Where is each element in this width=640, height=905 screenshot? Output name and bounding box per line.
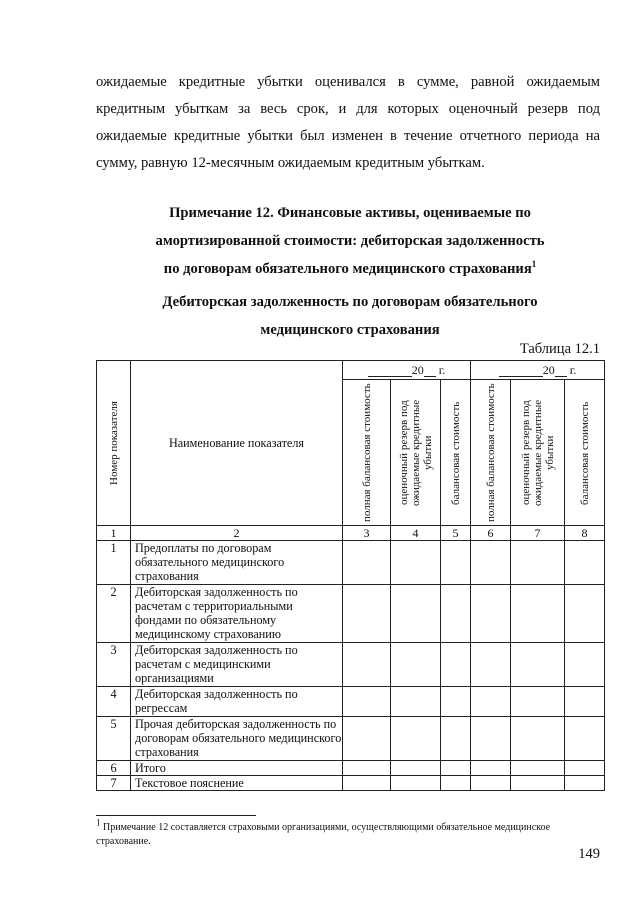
column-number: 3 (343, 526, 391, 541)
row-name: Предоплаты по договорам обязательного медицинского страхования (131, 541, 343, 585)
row-name: Дебиторская задолженность по регрессам (131, 687, 343, 717)
subcol-text: полная балансовая стоимость (484, 383, 497, 522)
value-cell (565, 541, 605, 585)
value-cell (511, 717, 565, 761)
value-cell (343, 643, 391, 687)
value-cell (343, 687, 391, 717)
table-row (97, 761, 605, 776)
column-number: 4 (391, 526, 441, 541)
intro-paragraph (96, 69, 600, 177)
subcol-net-2 (565, 380, 605, 526)
period-suffix: г. (569, 363, 577, 377)
value-cell (441, 643, 471, 687)
name-col-header (131, 361, 343, 526)
page-number: 149 (578, 846, 600, 862)
row-number: 6 (97, 761, 131, 776)
period-header-1 (343, 361, 471, 380)
value-cell (471, 643, 511, 687)
row-number: 2 (97, 585, 131, 643)
value-cell (391, 776, 441, 791)
value-cell (391, 717, 441, 761)
heading-line-text: по договорам обязательного медицинского страхования (163, 261, 532, 277)
row-name: Дебиторская задолженность по расчетам с медицинскими организациями (131, 643, 343, 687)
value-cell (343, 776, 391, 791)
note-heading (80, 199, 620, 283)
value-cell (343, 541, 391, 585)
value-cell (441, 717, 471, 761)
value-cell (471, 541, 511, 585)
value-cell (511, 541, 565, 585)
row-name: Дебиторская задолженность по расчетам с территориальными фондами по обязательному медицинскому страхованию (131, 585, 343, 643)
column-number: 5 (441, 526, 471, 541)
table-row (97, 585, 605, 643)
value-cell (343, 717, 391, 761)
value-cell (441, 687, 471, 717)
subcol-allowance-1 (391, 380, 441, 526)
column-number: 6 (471, 526, 511, 541)
value-cell (441, 761, 471, 776)
row-name: Текстовое пояснение (131, 776, 343, 791)
paragraph-line: ожидаемые кредитные убытки оценивался в сумме, равной ожидаемым (96, 74, 600, 90)
period-prefix: 20 (542, 363, 555, 377)
value-cell (343, 761, 391, 776)
value-cell (511, 776, 565, 791)
heading-line: медицинского страхования (260, 322, 440, 338)
value-cell (511, 585, 565, 643)
period-blank (499, 364, 543, 377)
value-cell (511, 643, 565, 687)
table-caption: Таблица 12.1 (519, 341, 600, 357)
name-col-header-text: Наименование показателя (168, 436, 305, 450)
table-row (97, 687, 605, 717)
value-cell (471, 717, 511, 761)
footnote-divider (96, 815, 256, 816)
heading-line: Примечание 12. Финансовые активы, оцениваемые по (169, 205, 531, 221)
heading-line (80, 255, 620, 283)
subcol-allowance-2 (511, 380, 565, 526)
table-row (97, 643, 605, 687)
column-number: 1 (97, 526, 131, 541)
value-cell (565, 643, 605, 687)
value-cell (391, 643, 441, 687)
row-name: Итого (131, 761, 343, 776)
row-number: 5 (97, 717, 131, 761)
period-header-2 (471, 361, 605, 380)
table-row (97, 541, 605, 585)
table-row (97, 776, 605, 791)
subcol-text: балансовая стоимость (449, 400, 462, 505)
period-blank (555, 364, 567, 377)
period-suffix: г. (438, 363, 446, 377)
value-cell (391, 541, 441, 585)
subcol-gross-2 (471, 380, 511, 526)
number-col-header-text: Номер показателя (107, 401, 120, 485)
value-cell (471, 776, 511, 791)
period-blank (368, 364, 412, 377)
value-cell (471, 585, 511, 643)
column-number: 2 (131, 526, 343, 541)
row-number: 7 (97, 776, 131, 791)
subcol-text: оценочный резерв под ожидаемые кредитные убытки (519, 399, 556, 506)
subcol-text: оценочный резерв под ожидаемые кредитные убытки (397, 399, 434, 506)
value-cell (565, 776, 605, 791)
period-prefix: 20 (411, 363, 424, 377)
value-cell (565, 761, 605, 776)
number-col-header (97, 361, 131, 526)
table-row (97, 717, 605, 761)
row-number: 4 (97, 687, 131, 717)
value-cell (391, 761, 441, 776)
subcol-gross-1 (343, 380, 391, 526)
footnote-text: Примечание 12 составляется страховыми организациями, осуществляющими обязательное медицинское страхование. (96, 822, 551, 847)
paragraph-line: кредитным убыткам за весь срок, и для которых оценочный резерв под (96, 101, 600, 117)
value-cell (565, 687, 605, 717)
column-number-row (97, 526, 605, 541)
row-number: 1 (97, 541, 131, 585)
footnote-mark: 1 (531, 259, 537, 270)
footnote (96, 817, 600, 849)
subcol-net-1 (441, 380, 471, 526)
value-cell (441, 541, 471, 585)
footnote-mark: 1 (96, 817, 101, 828)
value-cell (343, 585, 391, 643)
value-cell (441, 585, 471, 643)
value-cell (471, 687, 511, 717)
column-number: 7 (511, 526, 565, 541)
value-cell (391, 687, 441, 717)
column-number: 8 (565, 526, 605, 541)
value-cell (441, 776, 471, 791)
period-blank (424, 364, 436, 377)
value-cell (471, 761, 511, 776)
subcol-text: полная балансовая стоимость (360, 383, 373, 522)
row-name: Прочая дебиторская задолженность по договорам обязательного медицинского страхования (131, 717, 343, 761)
value-cell (391, 585, 441, 643)
table-heading (80, 288, 620, 344)
heading-line: амортизированной стоимости: дебиторская задолженность (155, 233, 545, 249)
value-cell (511, 687, 565, 717)
paragraph-line: сумму, равную 12-месячным ожидаемым кредитным убыткам. (96, 155, 485, 171)
heading-line: Дебиторская задолженность по договорам обязательного (162, 294, 538, 310)
row-number: 3 (97, 643, 131, 687)
value-cell (565, 585, 605, 643)
paragraph-line: ожидаемые кредитные убытки был изменен в течение отчетного периода на (96, 128, 600, 144)
value-cell (565, 717, 605, 761)
value-cell (511, 761, 565, 776)
subcol-text: балансовая стоимость (578, 400, 591, 505)
receivables-table (96, 360, 605, 791)
